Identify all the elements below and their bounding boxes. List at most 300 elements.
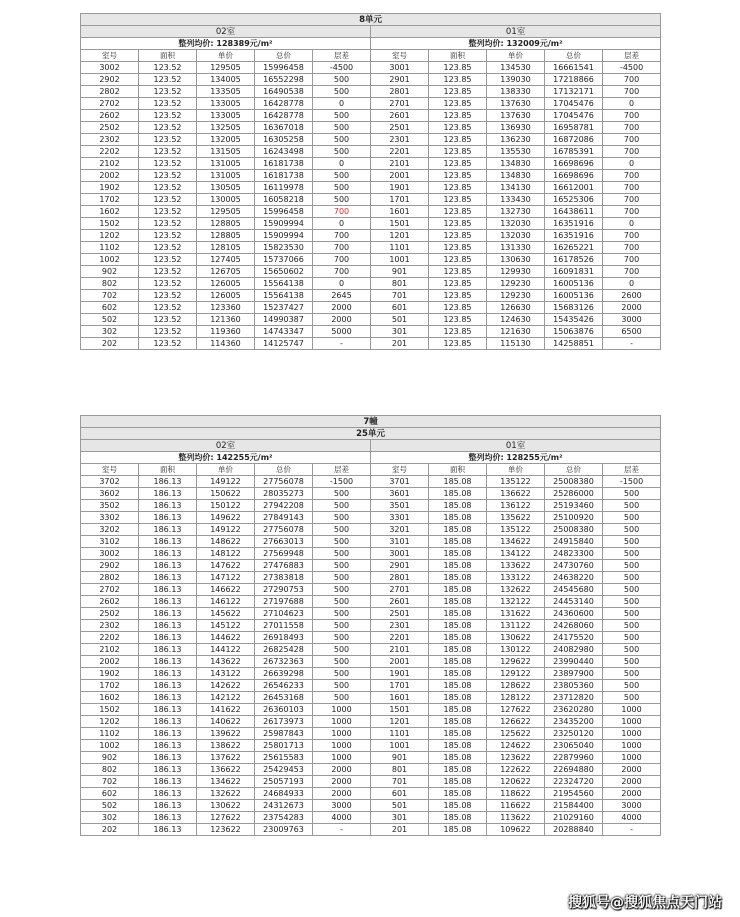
table-cell: 16698696 [545, 158, 603, 170]
table-row [81, 218, 661, 230]
table-cell: 123.85 [429, 146, 487, 158]
table-cell: 700 [603, 254, 661, 266]
table-cell: 186.13 [139, 596, 197, 608]
table-cell: 132122 [487, 596, 545, 608]
table-cell: 16367018 [255, 122, 313, 134]
table-cell: 601 [371, 302, 429, 314]
table-cell: 186.13 [139, 644, 197, 656]
table-cell: 129230 [487, 278, 545, 290]
table-row [81, 680, 661, 692]
table-cell: 700 [603, 230, 661, 242]
table-row [81, 656, 661, 668]
table-cell: 16005136 [545, 290, 603, 302]
table-cell: 2802 [81, 572, 139, 584]
table-cell: 123.52 [139, 290, 197, 302]
table-cell: 186.13 [139, 728, 197, 740]
table-cell: 123.52 [139, 242, 197, 254]
table-cell: 109622 [487, 824, 545, 836]
table-cell: 700 [603, 170, 661, 182]
table-cell: 5000 [313, 326, 371, 338]
table-cell: 123.52 [139, 194, 197, 206]
table-row [81, 824, 661, 836]
table-cell: 185.08 [429, 536, 487, 548]
table-cell: 301 [371, 326, 429, 338]
room-column-title-right: 01室 [371, 26, 661, 38]
table-row [81, 278, 661, 290]
table-cell: 2000 [603, 764, 661, 776]
table-cell: 15564138 [255, 290, 313, 302]
column-header: 总价 [255, 464, 313, 476]
table-cell: 150122 [197, 500, 255, 512]
table-cell: 123.85 [429, 194, 487, 206]
table-cell: 2001 [371, 656, 429, 668]
table-cell: 301 [371, 812, 429, 824]
building-7-price-table [80, 415, 661, 836]
table-cell: 500 [313, 500, 371, 512]
table-row [81, 488, 661, 500]
table-cell: 148622 [197, 536, 255, 548]
table-row [81, 230, 661, 242]
table-cell: 500 [603, 596, 661, 608]
table-cell: 3101 [371, 536, 429, 548]
table-cell: 137622 [197, 752, 255, 764]
table-cell: 16958781 [545, 122, 603, 134]
table-cell: 131622 [487, 608, 545, 620]
table-cell: 17045476 [545, 110, 603, 122]
table-cell: 2202 [81, 146, 139, 158]
table-cell: 14125747 [255, 338, 313, 350]
table-cell: 123.85 [429, 98, 487, 110]
table-cell: 22324720 [545, 776, 603, 788]
table-cell: 1000 [313, 752, 371, 764]
table-cell: 26546233 [255, 680, 313, 692]
table-cell: 24823300 [545, 548, 603, 560]
table-cell: 1000 [603, 728, 661, 740]
table-cell: 185.08 [429, 812, 487, 824]
table-cell: -1500 [313, 476, 371, 488]
table-cell: 185.08 [429, 572, 487, 584]
table-cell: 149122 [197, 524, 255, 536]
table-cell: 1902 [81, 182, 139, 194]
table-cell: 1901 [371, 182, 429, 194]
column-header: 层差 [603, 50, 661, 62]
column-header: 层差 [313, 50, 371, 62]
table-cell: 16438611 [545, 206, 603, 218]
table-cell: - [313, 824, 371, 836]
table-cell: 700 [313, 206, 371, 218]
column-header: 面积 [139, 464, 197, 476]
table-cell: 141622 [197, 704, 255, 716]
table-cell: 147122 [197, 572, 255, 584]
table-cell: 121630 [487, 326, 545, 338]
table-cell: 3002 [81, 62, 139, 74]
room-column-title-left: 02室 [81, 26, 371, 38]
table-cell: 201 [371, 824, 429, 836]
table-cell: 3602 [81, 488, 139, 500]
table-cell: 129622 [487, 656, 545, 668]
table-cell: 22879960 [545, 752, 603, 764]
table-row [81, 812, 661, 824]
table-cell: 3002 [81, 548, 139, 560]
table-cell: - [603, 824, 661, 836]
table-cell: 500 [603, 608, 661, 620]
table-cell: 133005 [197, 110, 255, 122]
table-cell: 24268060 [545, 620, 603, 632]
table-cell: 143122 [197, 668, 255, 680]
table-cell: 801 [371, 764, 429, 776]
table-cell: 136622 [197, 764, 255, 776]
table-cell: 202 [81, 824, 139, 836]
table-cell: 6500 [603, 326, 661, 338]
table-cell: 500 [313, 536, 371, 548]
table-cell: 15996458 [255, 62, 313, 74]
table-cell: 123.85 [429, 254, 487, 266]
table-cell: 2901 [371, 74, 429, 86]
table-cell: 16661541 [545, 62, 603, 74]
table-cell: 186.13 [139, 500, 197, 512]
table-cell: 135530 [487, 146, 545, 158]
table-cell: 2000 [603, 776, 661, 788]
table-cell: 1000 [313, 740, 371, 752]
table-cell: 123.85 [429, 314, 487, 326]
table-cell: 137630 [487, 98, 545, 110]
table-cell: 3001 [371, 548, 429, 560]
table-cell: 186.13 [139, 752, 197, 764]
table-row [81, 788, 661, 800]
table-cell: 500 [313, 680, 371, 692]
table-cell: 500 [313, 584, 371, 596]
table-cell: 129930 [487, 266, 545, 278]
table-cell: 134122 [487, 548, 545, 560]
table-cell: 500 [313, 512, 371, 524]
table-cell: 700 [603, 74, 661, 86]
table-cell: 0 [313, 278, 371, 290]
table-cell: 134622 [487, 536, 545, 548]
table-row [81, 158, 661, 170]
table-cell: 26825428 [255, 644, 313, 656]
table-cell: 901 [371, 266, 429, 278]
table-cell: 1502 [81, 704, 139, 716]
column-header: 层差 [603, 464, 661, 476]
table-row [81, 692, 661, 704]
table-row [81, 134, 661, 146]
table-cell: 500 [313, 668, 371, 680]
table-cell: 2601 [371, 110, 429, 122]
table-cell: 25801713 [255, 740, 313, 752]
table-cell: 132505 [197, 122, 255, 134]
building-8-price-table [80, 13, 661, 350]
table-cell: 1102 [81, 728, 139, 740]
table-cell: 124622 [487, 740, 545, 752]
table-cell: 500 [313, 122, 371, 134]
table-cell: 3201 [371, 524, 429, 536]
table-cell: 123.85 [429, 242, 487, 254]
column-header: 面积 [139, 50, 197, 62]
table-cell: 700 [603, 266, 661, 278]
table-cell: 16058218 [255, 194, 313, 206]
table-cell: 144122 [197, 644, 255, 656]
table-cell: - [603, 338, 661, 350]
table-cell: 186.13 [139, 476, 197, 488]
table-cell: 16305258 [255, 134, 313, 146]
table-cell: 700 [603, 194, 661, 206]
table-cell: 500 [313, 608, 371, 620]
table-cell: 132622 [197, 788, 255, 800]
table-cell: 500 [603, 524, 661, 536]
table-cell: 3001 [371, 62, 429, 74]
table-cell: 129230 [487, 290, 545, 302]
table-row [81, 776, 661, 788]
table-cell: 186.13 [139, 548, 197, 560]
table-cell: 130505 [197, 182, 255, 194]
table-cell: 500 [603, 536, 661, 548]
table-cell: 500 [313, 656, 371, 668]
table-cell: 27011558 [255, 620, 313, 632]
table-cell: 134005 [197, 74, 255, 86]
table-cell: 16181738 [255, 170, 313, 182]
table-cell: 185.08 [429, 584, 487, 596]
table-cell: 15237427 [255, 302, 313, 314]
column-header-row [81, 50, 661, 62]
table-cell: 702 [81, 290, 139, 302]
table-cell: 27383818 [255, 572, 313, 584]
table-cell: 185.08 [429, 728, 487, 740]
table-cell: 185.08 [429, 524, 487, 536]
table-cell: 132030 [487, 218, 545, 230]
table-cell: 185.08 [429, 476, 487, 488]
table-cell: 23754283 [255, 812, 313, 824]
table-cell: 0 [603, 98, 661, 110]
table-cell: 27756078 [255, 524, 313, 536]
table-row [81, 608, 661, 620]
table-cell: 123.85 [429, 110, 487, 122]
table-cell: 1501 [371, 704, 429, 716]
table-cell: 27476883 [255, 560, 313, 572]
table-cell: 23435200 [545, 716, 603, 728]
table-cell: 185.08 [429, 716, 487, 728]
table-cell: 128805 [197, 230, 255, 242]
table-cell: 1902 [81, 668, 139, 680]
table-cell: 132005 [197, 134, 255, 146]
table-cell: 16119978 [255, 182, 313, 194]
column-header: 单价 [197, 464, 255, 476]
table-cell: 24684933 [255, 788, 313, 800]
table-cell: 21029160 [545, 812, 603, 824]
table-cell: 136230 [487, 134, 545, 146]
table-cell: 1002 [81, 254, 139, 266]
table-cell: 602 [81, 788, 139, 800]
table-cell: 2902 [81, 74, 139, 86]
table-cell: 702 [81, 776, 139, 788]
table-row [81, 62, 661, 74]
table-cell: 15909994 [255, 230, 313, 242]
table-cell: 127405 [197, 254, 255, 266]
table-cell: 24915840 [545, 536, 603, 548]
table-cell: 128805 [197, 218, 255, 230]
table-cell: 123.85 [429, 86, 487, 98]
table-cell: 186.13 [139, 812, 197, 824]
table-row [81, 800, 661, 812]
table-cell: 2002 [81, 170, 139, 182]
table-cell: 700 [603, 134, 661, 146]
table-cell: 2302 [81, 134, 139, 146]
table-cell: 902 [81, 752, 139, 764]
table-cell: 500 [603, 632, 661, 644]
table-cell: 3301 [371, 512, 429, 524]
column-header: 单价 [197, 50, 255, 62]
table-cell: 23620280 [545, 704, 603, 716]
table-cell: 1000 [603, 752, 661, 764]
table-cell: 131505 [197, 146, 255, 158]
table-cell: 700 [603, 146, 661, 158]
table-cell: 123.85 [429, 206, 487, 218]
table-cell: 15650602 [255, 266, 313, 278]
table-cell: 0 [603, 158, 661, 170]
table-cell: 185.08 [429, 596, 487, 608]
table-cell: 902 [81, 266, 139, 278]
table-cell: 2102 [81, 644, 139, 656]
table-row [81, 170, 661, 182]
table-cell: 186.13 [139, 512, 197, 524]
table-cell: 146622 [197, 584, 255, 596]
table-cell: 500 [603, 620, 661, 632]
table-cell: 23250120 [545, 728, 603, 740]
table-cell: 133622 [487, 560, 545, 572]
table-cell: 131005 [197, 158, 255, 170]
table-cell: 123360 [197, 302, 255, 314]
table-cell: 186.13 [139, 572, 197, 584]
table-cell: 700 [603, 122, 661, 134]
table-cell: 140622 [197, 716, 255, 728]
table-cell: 17218866 [545, 74, 603, 86]
table-cell: 128122 [487, 692, 545, 704]
table-cell: 144622 [197, 632, 255, 644]
table-cell: 186.13 [139, 680, 197, 692]
table-cell: 16428778 [255, 98, 313, 110]
table-cell: 130122 [487, 644, 545, 656]
table-cell: 1701 [371, 680, 429, 692]
table-cell: 137630 [487, 110, 545, 122]
table-cell: 700 [603, 86, 661, 98]
column-header: 面积 [429, 50, 487, 62]
table-cell: 2301 [371, 134, 429, 146]
table-cell: 3502 [81, 500, 139, 512]
column-header: 单价 [487, 50, 545, 62]
table-row [81, 704, 661, 716]
table-cell: 136622 [487, 488, 545, 500]
table-row [81, 476, 661, 488]
table-cell: 23990440 [545, 656, 603, 668]
table-row [81, 548, 661, 560]
table-row [81, 206, 661, 218]
table-cell: 500 [603, 548, 661, 560]
table-cell: 802 [81, 764, 139, 776]
table-cell: 185.08 [429, 668, 487, 680]
table-cell: 24360600 [545, 608, 603, 620]
table-cell: 0 [603, 218, 661, 230]
table-cell: 186.13 [139, 608, 197, 620]
table-cell: 185.08 [429, 560, 487, 572]
table-cell: 24545680 [545, 584, 603, 596]
table-cell: 27197688 [255, 596, 313, 608]
table-cell: 24638220 [545, 572, 603, 584]
table-cell: 126005 [197, 290, 255, 302]
table-cell: 148122 [197, 548, 255, 560]
table-cell: 0 [313, 218, 371, 230]
table-cell: 123.85 [429, 230, 487, 242]
table-cell: 23805360 [545, 680, 603, 692]
table-cell: 123622 [487, 752, 545, 764]
table-cell: -4500 [313, 62, 371, 74]
table-cell: 1000 [313, 704, 371, 716]
table-cell: 2101 [371, 644, 429, 656]
table-cell: 500 [313, 110, 371, 122]
table-cell: 500 [313, 74, 371, 86]
table-cell: 1202 [81, 230, 139, 242]
table-cell: 15823530 [255, 242, 313, 254]
table-row [81, 98, 661, 110]
table-cell: 16091831 [545, 266, 603, 278]
table-cell: 186.13 [139, 668, 197, 680]
table-cell: 116622 [487, 800, 545, 812]
table-cell: 700 [313, 242, 371, 254]
table-cell: 500 [313, 170, 371, 182]
table-cell: 186.13 [139, 716, 197, 728]
table-cell: 21584400 [545, 800, 603, 812]
table-cell: 1201 [371, 716, 429, 728]
table-cell: 139622 [197, 728, 255, 740]
table-cell: 16265221 [545, 242, 603, 254]
table-cell: 500 [603, 656, 661, 668]
table-cell: 1002 [81, 740, 139, 752]
table-cell: 700 [313, 230, 371, 242]
source-watermark: 搜狐号@搜狐焦点天门站 [568, 895, 722, 911]
table-cell: 185.08 [429, 620, 487, 632]
table-cell: 2501 [371, 608, 429, 620]
table-cell: 700 [603, 182, 661, 194]
table-cell: 16243498 [255, 146, 313, 158]
table-cell: 122622 [487, 764, 545, 776]
table-cell: 3302 [81, 512, 139, 524]
table-cell: 123.52 [139, 314, 197, 326]
table-cell: 15683126 [545, 302, 603, 314]
table-cell: 185.08 [429, 488, 487, 500]
table-row [81, 242, 661, 254]
table-cell: 15063876 [545, 326, 603, 338]
table-cell: 185.08 [429, 512, 487, 524]
column-header: 层差 [313, 464, 371, 476]
table-cell: 1602 [81, 206, 139, 218]
table-cell: 25429453 [255, 764, 313, 776]
table-cell: 2501 [371, 122, 429, 134]
table-cell: 3000 [603, 800, 661, 812]
table-cell: 2601 [371, 596, 429, 608]
building-title: 7幢 [81, 416, 661, 428]
table-cell: 185.08 [429, 692, 487, 704]
table-cell: 15564138 [255, 278, 313, 290]
table-cell: 27569948 [255, 548, 313, 560]
table-cell: 26453168 [255, 692, 313, 704]
table-cell: 2202 [81, 632, 139, 644]
table-cell: 2101 [371, 158, 429, 170]
table-cell: 16552298 [255, 74, 313, 86]
table-cell: 125622 [487, 728, 545, 740]
table-cell: 3202 [81, 524, 139, 536]
table-cell: 136930 [487, 122, 545, 134]
table-row [81, 716, 661, 728]
table-cell: 1702 [81, 194, 139, 206]
average-price-left: 整列均价: 128389元/m² [81, 38, 371, 50]
